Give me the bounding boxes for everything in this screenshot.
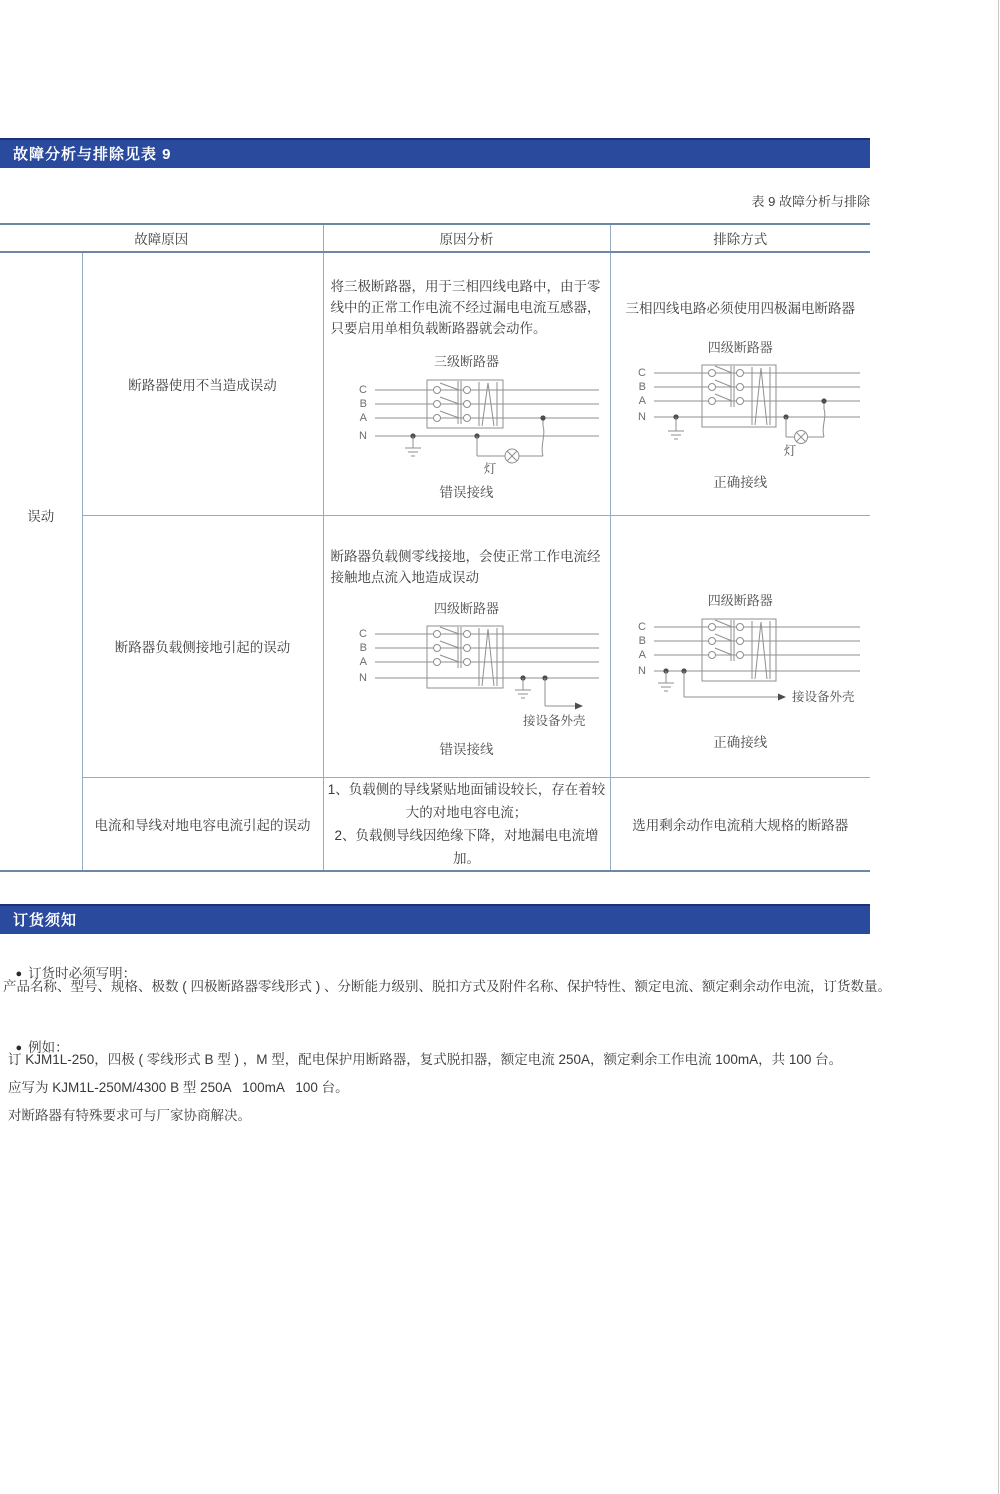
- circuit-diagram-four-pole-correct-2: [610, 613, 870, 713]
- page-right-border: [998, 0, 999, 1494]
- col-header-cause-analysis: 原因分析: [323, 224, 610, 252]
- analysis-text-1: 将三极断路器，用于三相四线电路中，由于零线中的正常工作电流不经过漏电电流互感器，只要启用单相负载断路器就会动作。: [330, 279, 601, 337]
- analysis-text-2: 断路器负载侧零线接地，会使正常工作电流经接触地点流入地造成误动: [330, 549, 601, 585]
- col-header-remedy: 排除方式: [610, 224, 870, 252]
- svg-text:B: B: [638, 380, 647, 393]
- svg-text:接设备外壳: 接设备外壳: [522, 714, 586, 728]
- svg-text:B: B: [638, 634, 647, 647]
- svg-text:A: A: [638, 394, 647, 407]
- ground-icon: [668, 414, 684, 439]
- wire-labels: [359, 628, 368, 684]
- section-title: 故障分析与排除见表 9: [13, 146, 172, 163]
- lamp-icon: [474, 416, 545, 477]
- analysis-cell-2: [323, 515, 610, 777]
- ordering-note-body: 产品名称、型号、规格、极数 ( 四极断路器零线形式 ) 、分断能力级别、脱扣方式及附件名称、保护特性、额定电流、额定剩余动作电流，订货数量。: [3, 979, 891, 994]
- cause-cell-1: 断路器使用不当造成误动: [82, 252, 323, 515]
- breaker-box: [702, 619, 776, 681]
- svg-text:N: N: [358, 671, 367, 684]
- diagram-title-four-pole: 四级断路器: [707, 592, 773, 608]
- ordering-note-title: ● 订货时必须写明：: [15, 966, 137, 981]
- fault-analysis-table: [0, 223, 870, 872]
- remedy-cell-3: 选用剩余动作电流稍大规格的断路器: [610, 777, 870, 871]
- svg-text:A: A: [638, 648, 647, 661]
- bullet-icon: ●: [15, 1042, 23, 1054]
- ordering-example-line-3: 对断路器有特殊要求可与厂家协商解决。: [8, 1108, 251, 1123]
- cause-cell-2: 断路器负载侧接地引起的误动: [82, 515, 323, 777]
- svg-text:灯: 灯: [783, 443, 797, 458]
- svg-text:C: C: [358, 384, 367, 397]
- circuit-diagram-four-pole-correct: [610, 359, 870, 463]
- section-header-ordering: [0, 904, 870, 934]
- lamp-icon: [784, 398, 827, 458]
- svg-text:B: B: [359, 398, 367, 411]
- wire-labels: [638, 367, 647, 423]
- svg-text:C: C: [358, 627, 367, 640]
- trip-unit-icon: [752, 621, 770, 679]
- empty-cell: [0, 777, 82, 871]
- svg-text:N: N: [638, 664, 647, 677]
- ground-icon: [515, 675, 531, 698]
- bullet-icon: ●: [15, 968, 23, 980]
- ordering-example-title: ● 例如：: [15, 1040, 69, 1055]
- diagram-caption-correct: 正确接线: [713, 474, 768, 490]
- svg-text:接设备外壳: 接设备外壳: [792, 689, 855, 704]
- svg-text:A: A: [359, 412, 367, 425]
- row-group-label: 误动: [0, 252, 82, 777]
- diagram-title-four-pole: 四级断路器: [433, 601, 499, 616]
- analysis-line-2: 2、负载侧导线因绝缘下降，对地漏电电流增加。: [334, 827, 599, 866]
- svg-text:A: A: [359, 655, 367, 668]
- section-title: 订货须知: [13, 912, 78, 929]
- diagram-caption-wrong: 错误接线: [439, 742, 494, 757]
- diagram-title-three-pole: 三级断路器: [433, 354, 499, 370]
- svg-text:C: C: [638, 620, 647, 633]
- diagram-caption-correct: 正确接线: [713, 734, 768, 750]
- trip-unit-icon: [479, 628, 497, 686]
- ground-icon: [658, 668, 674, 691]
- shell-connection-arrow: [523, 675, 586, 728]
- analysis-line-1: 1、负载侧的导线紧贴地面铺设较长，存在着较大的对地电容电流；: [327, 781, 606, 820]
- analysis-cell-3: [323, 777, 610, 871]
- analysis-cell-1: [323, 252, 610, 515]
- svg-text:B: B: [359, 641, 367, 654]
- shell-connection-arrow: [682, 668, 856, 704]
- breaker-box: [702, 365, 776, 427]
- remedy-cell-2: [610, 515, 870, 777]
- svg-text:灯: 灯: [483, 462, 496, 477]
- remedy-cell-1: [610, 252, 870, 515]
- diagram-caption-wrong: 错误接线: [439, 485, 494, 501]
- svg-text:C: C: [638, 366, 647, 379]
- diagram-title-four-pole: 四级断路器: [707, 339, 773, 355]
- svg-text:N: N: [358, 430, 367, 443]
- remedy-text-1: 三相四线电路必须使用四极漏电断路器: [625, 300, 855, 316]
- table-caption: 表 9 故障分析与排除: [751, 194, 870, 209]
- svg-text:N: N: [638, 410, 647, 423]
- ground-icon: [405, 434, 421, 457]
- circuit-diagram-three-pole-wrong: [327, 372, 607, 480]
- circuit-diagram-four-pole-wrong: [327, 620, 607, 732]
- ordering-example-line-2: 应写为 KJM1L-250M/4300 B 型 250A 100mA 100 台。: [8, 1080, 349, 1095]
- col-header-fault-cause: 故障原因: [0, 224, 323, 252]
- ordering-example-line-1: 订 KJM1L-250，四极 ( 零线形式 B 型 ) ，M 型，配电保护用断路器，复式脱扣器，额定电流 250A，额定剩余工作电流 100mA，共 100 台。: [8, 1052, 843, 1067]
- cause-cell-3: 电流和导线对地电容电流引起的误动: [82, 777, 323, 871]
- wire-labels: [638, 620, 647, 676]
- breaker-box: [427, 626, 503, 688]
- wires: [375, 390, 599, 436]
- trip-unit-icon: [752, 367, 770, 425]
- section-header-fault-analysis: [0, 138, 870, 168]
- wire-labels: [359, 384, 368, 442]
